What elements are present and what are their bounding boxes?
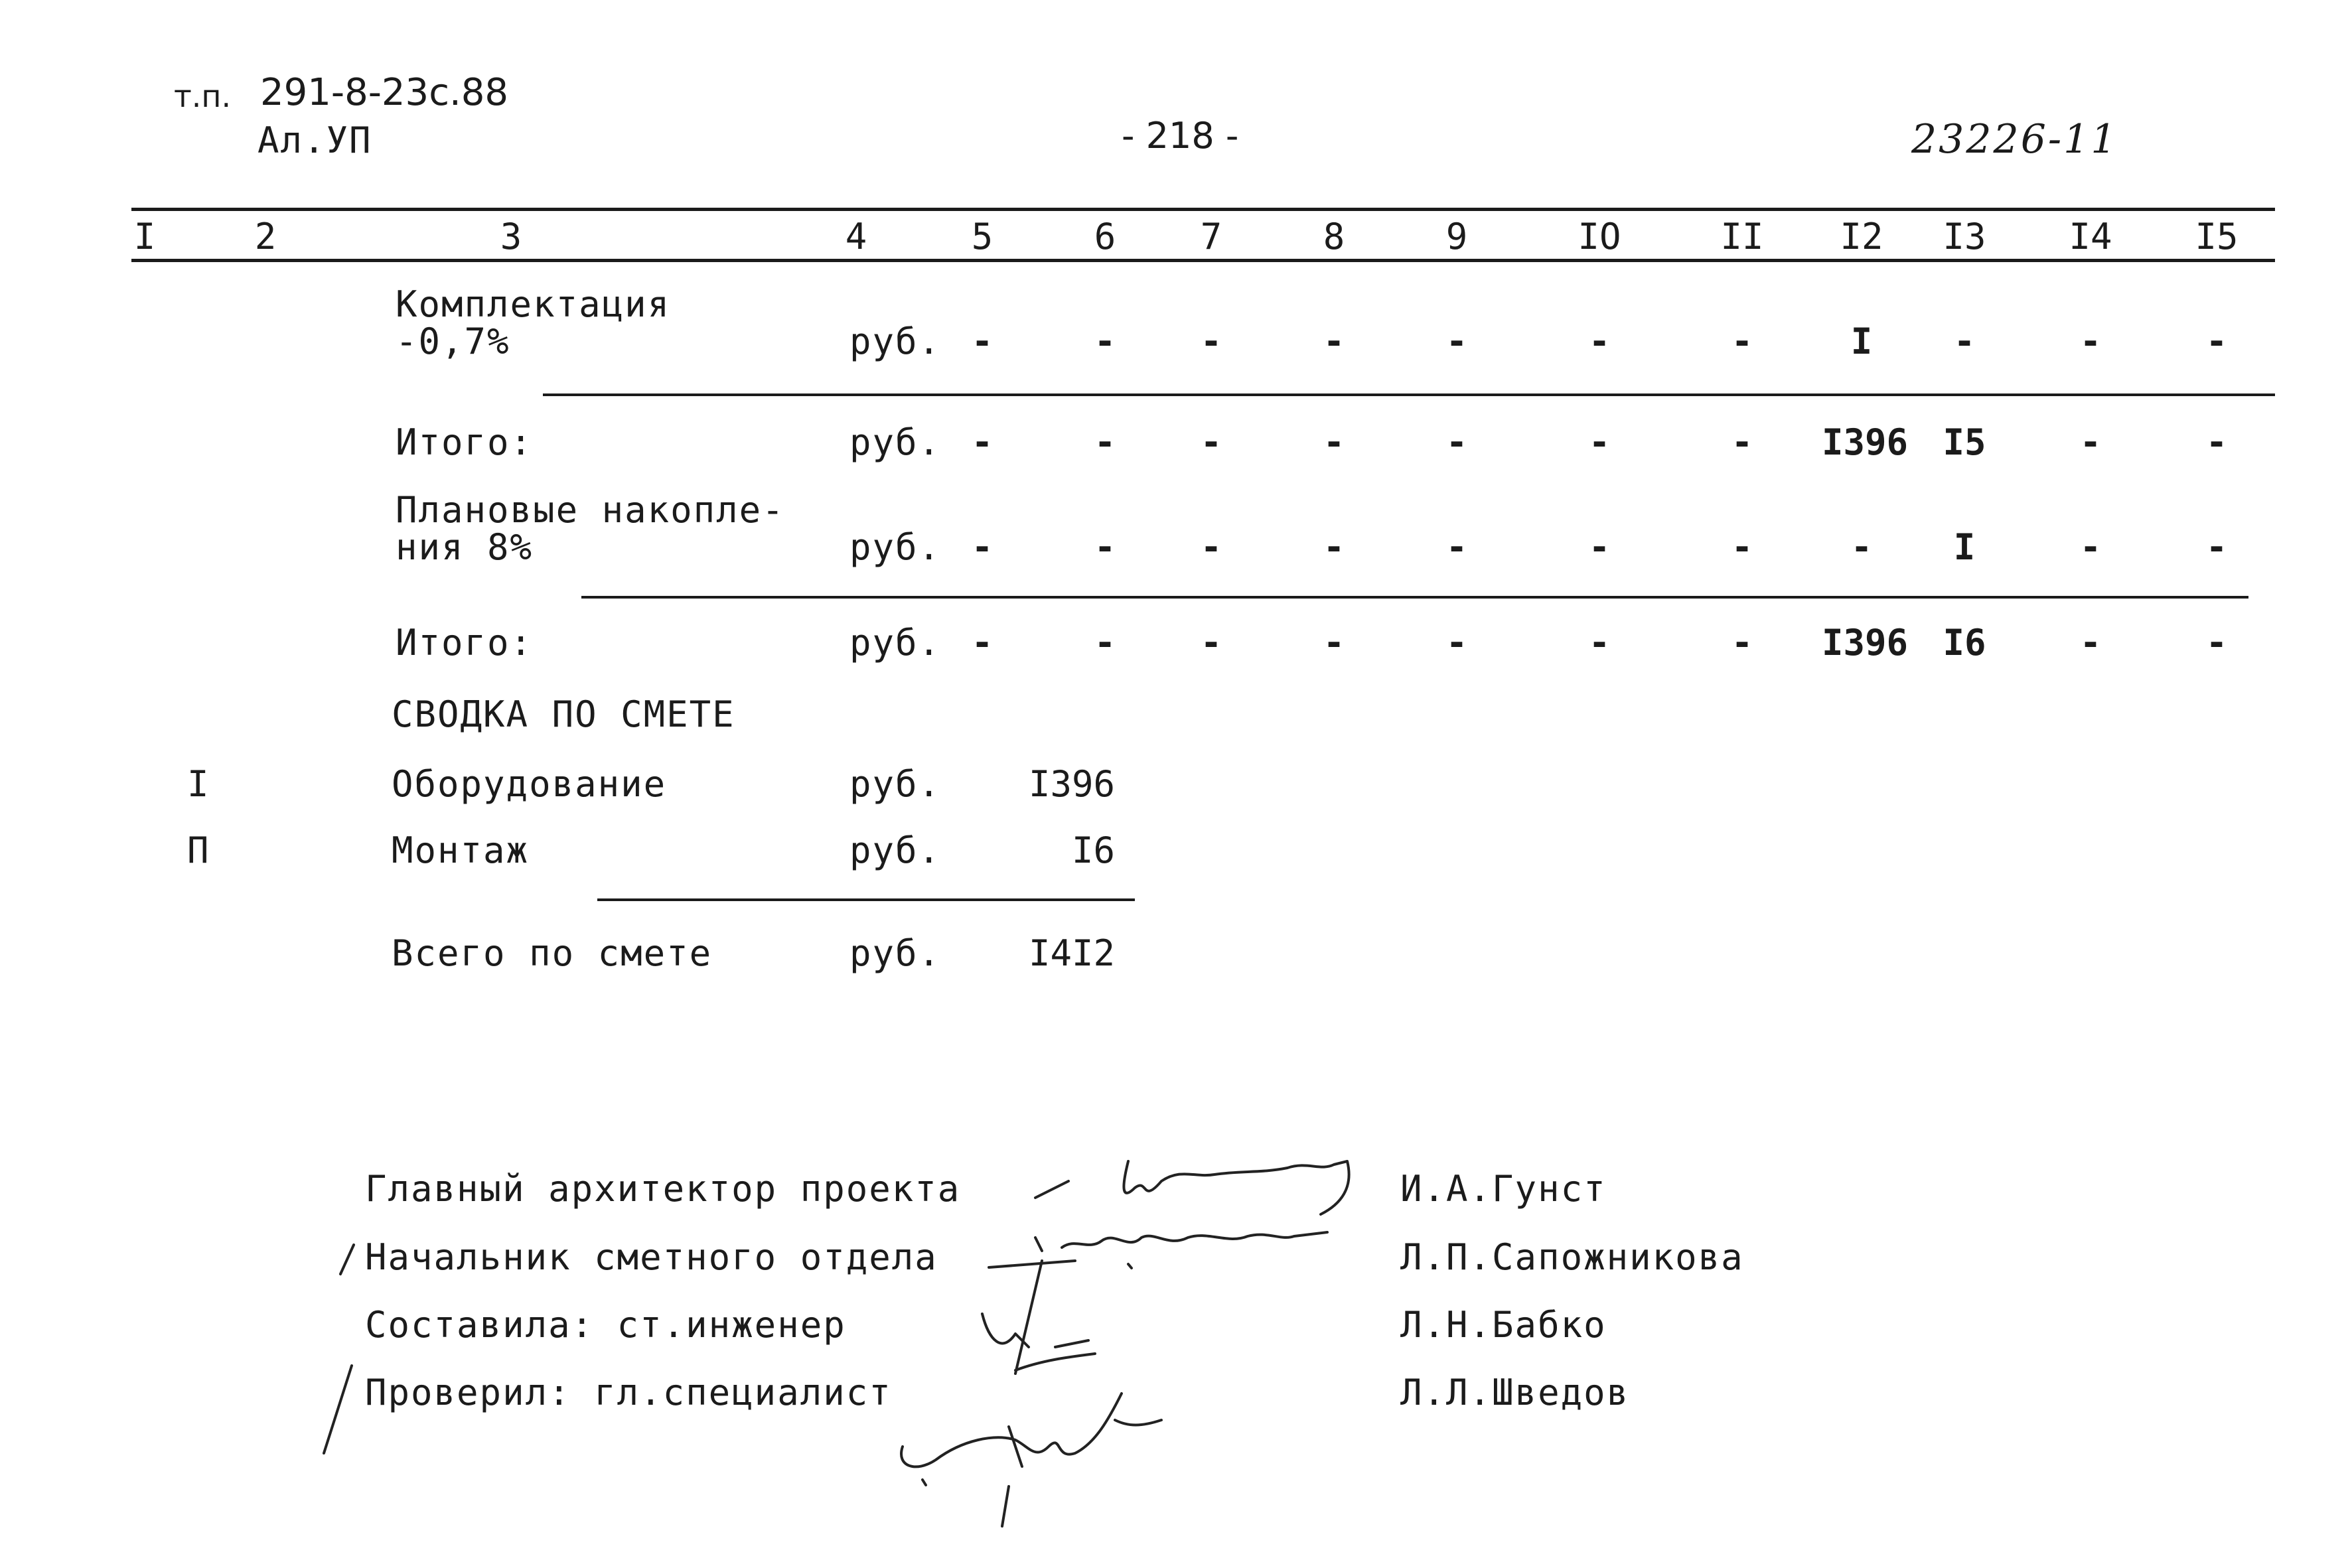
tp-prefix: т.п. [174, 78, 232, 114]
summary-index: I [187, 763, 210, 805]
row-cell: I [1850, 321, 1873, 362]
row-cell: - [1953, 321, 1976, 362]
row-cell: - [1588, 321, 1611, 362]
summary-total-value: I4I2 [1028, 932, 1115, 974]
column-header: I5 [2195, 216, 2239, 257]
margin-check-mark-2 [319, 1360, 358, 1460]
header-rule-top [131, 208, 2275, 211]
summary-total-label: Всего по смете [392, 932, 713, 974]
row-cell: - [1588, 622, 1611, 664]
row-cell: I396 [1822, 421, 1909, 463]
row-cell: - [1323, 321, 1345, 362]
row-cell: - [2079, 421, 2102, 463]
row-cell: - [971, 526, 993, 568]
row-cell: I [1953, 526, 1976, 568]
row-cell: - [1731, 622, 1753, 664]
column-header: I2 [1840, 216, 1883, 257]
row-cell: - [1323, 526, 1345, 568]
doc-code: 23226-11 [1911, 116, 2118, 163]
row-cell: - [2205, 321, 2228, 362]
row-cell: - [1731, 421, 1753, 463]
row-cell: - [1445, 526, 1468, 568]
row-label-line: Итого: [396, 421, 534, 463]
row-cell: - [1094, 421, 1116, 463]
row-cell: - [1445, 321, 1468, 362]
handwritten-signature-4 [889, 1367, 1188, 1526]
row-unit: руб. [849, 622, 942, 664]
column-header: 3 [500, 216, 522, 257]
header-rule-bottom [131, 259, 2275, 262]
column-header: 5 [971, 216, 993, 257]
row-cell: - [2079, 321, 2102, 362]
row-separator-2 [581, 596, 2248, 599]
row-cell: - [2079, 622, 2102, 664]
column-header: IO [1578, 216, 1621, 257]
page-number: - 218 - [1122, 115, 1239, 157]
row-cell: - [1731, 321, 1753, 362]
row-cell: - [1850, 526, 1873, 568]
column-header: 4 [845, 216, 867, 257]
column-header: I4 [2069, 216, 2112, 257]
signature-name: Л.П.Сапожникова [1400, 1236, 1744, 1278]
row-unit: руб. [849, 421, 942, 463]
row-separator-1 [543, 393, 2275, 396]
column-header: 9 [1445, 216, 1468, 257]
summary-total-unit: руб. [849, 932, 942, 974]
row-cell: - [2205, 622, 2228, 664]
row-cell: - [1200, 421, 1222, 463]
summary-separator [597, 898, 1135, 901]
row-cell: I396 [1822, 622, 1909, 664]
row-cell: - [1588, 526, 1611, 568]
column-header: 2 [254, 216, 277, 257]
album-label: Ал.УП [257, 119, 372, 161]
summary-unit: руб. [849, 763, 942, 805]
signature-position: Начальник сметного отдела [365, 1236, 938, 1278]
row-cell: - [1323, 421, 1345, 463]
row-cell: - [1588, 421, 1611, 463]
row-unit: руб. [849, 321, 942, 362]
row-cell: - [2205, 526, 2228, 568]
row-cell: - [1094, 321, 1116, 362]
row-cell: - [971, 321, 993, 362]
margin-check-mark-1 [335, 1241, 362, 1281]
signature-position: Составила: ст.инженер [365, 1304, 846, 1346]
row-cell: - [1445, 421, 1468, 463]
summary-value: I396 [1028, 763, 1115, 805]
row-cell: - [971, 421, 993, 463]
summary-value: I6 [1071, 829, 1115, 871]
column-header: 8 [1323, 216, 1345, 257]
row-cell: - [1200, 622, 1222, 664]
row-cell: I6 [1943, 622, 1986, 664]
row-cell: - [1731, 526, 1753, 568]
row-cell: - [1323, 622, 1345, 664]
signature-name: Л.Л.Шведов [1400, 1372, 1630, 1413]
summary-unit: руб. [849, 829, 942, 871]
tp-number: 291-8-23с.88 [260, 71, 509, 114]
column-header: II [1720, 216, 1764, 257]
row-label-line: -0,7% [396, 321, 510, 362]
row-cell: - [1094, 526, 1116, 568]
signature-position: Проверил: гл.специалист [365, 1372, 892, 1413]
row-cell: - [2205, 421, 2228, 463]
row-cell: - [971, 622, 993, 664]
signature-name: Л.Н.Бабко [1400, 1304, 1607, 1346]
column-header: 7 [1200, 216, 1222, 257]
summary-label: Монтаж [392, 829, 530, 871]
row-label-line: Плановые накопле- [396, 489, 785, 531]
row-cell: - [1200, 321, 1222, 362]
column-header: I [133, 216, 156, 257]
row-cell: - [1445, 622, 1468, 664]
row-cell: - [1200, 526, 1222, 568]
row-cell: - [2079, 526, 2102, 568]
signature-position: Главный архитектор проекта [365, 1168, 961, 1210]
summary-label: Оборудование [392, 763, 667, 805]
row-unit: руб. [849, 526, 942, 568]
row-cell: - [1094, 622, 1116, 664]
summary-title: СВОДКА ПО СМЕТЕ [392, 693, 735, 735]
column-header: I3 [1943, 216, 1986, 257]
summary-index: П [187, 829, 210, 871]
row-label-line: Комплектация [396, 283, 671, 325]
row-label-line: ния 8% [396, 526, 534, 568]
row-label-line: Итого: [396, 622, 534, 664]
handwritten-signature-1 [1022, 1141, 1394, 1221]
signature-name: И.А.Гунст [1400, 1168, 1607, 1210]
column-header: 6 [1094, 216, 1116, 257]
row-cell: I5 [1943, 421, 1986, 463]
